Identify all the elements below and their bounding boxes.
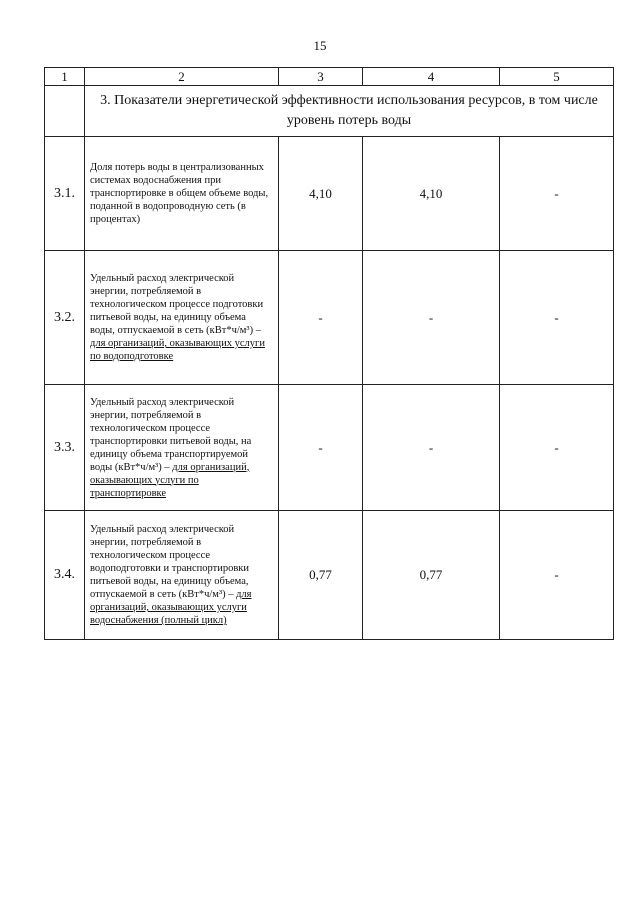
value-col4: - [363,251,500,385]
row-number: 3.2. [45,251,85,385]
row-description [85,511,279,640]
row-description [85,137,279,251]
row-number: 3.4. [45,511,85,640]
description-text: Удельный расход электрической энергии, потребляемой в технологическом процессе водоподготовки и транспортировки питьевой воды, на единицу объема, отпускаемой в сеть (кВт*ч/м³) – [90,524,250,600]
table-row [45,511,614,640]
value-col3: 4,10 [279,137,363,251]
value-col5: - [500,385,614,511]
table-row [45,137,614,251]
section-title-row [45,86,614,137]
row-number: 3.1. [45,137,85,251]
column-header-3: 3 [279,68,363,86]
value-col5: - [500,511,614,640]
value-col4: - [363,385,500,511]
row-description [85,385,279,511]
column-header-5: 5 [500,68,614,86]
value-col3: 0,77 [279,511,363,640]
column-header-row [45,68,614,86]
description-text: Удельный расход электрической энергии, потребляемой в технологическом процессе транспортировки питьевой воды, на единицу объема транспортируемой воды (кВт*ч/м³) – [90,396,252,473]
value-col5: - [500,137,614,251]
value-col3: - [279,385,363,511]
description-text: Доля потерь воды в централизованных системах водоснабжения при транспортировке в общем объеме воды, поданной в водопроводную сеть (в процентах) [90,162,269,225]
table-row [45,251,614,385]
column-header-4: 4 [363,68,500,86]
description-underlined: для организаций, оказывающих услуги по водоподготовке [90,338,265,362]
description-underlined: для организаций, оказывающих услуги водоснабжения (полный цикл) [90,589,252,626]
description-text: Удельный расход электрической энергии, потребляемой в технологическом процессе подготовки питьевой воды, на единицу объема воды, отпускаемой в сеть (кВт*ч/м³) – [90,273,264,336]
indicators-table [44,67,614,640]
row-number: 3.3. [45,385,85,511]
section-title: 3. Показатели энергетической эффективности использования ресурсов, в том числе уровень потерь воды [85,86,614,137]
row-description [85,251,279,385]
column-header-1: 1 [45,68,85,86]
value-col5: - [500,251,614,385]
table-row [45,385,614,511]
description-underlined: для организаций, оказывающих услуги по транспортировке [90,461,250,499]
page-number: 15 [313,38,327,53]
value-col4: 0,77 [363,511,500,640]
value-col3: - [279,251,363,385]
column-header-2: 2 [85,68,279,86]
value-col4: 4,10 [363,137,500,251]
